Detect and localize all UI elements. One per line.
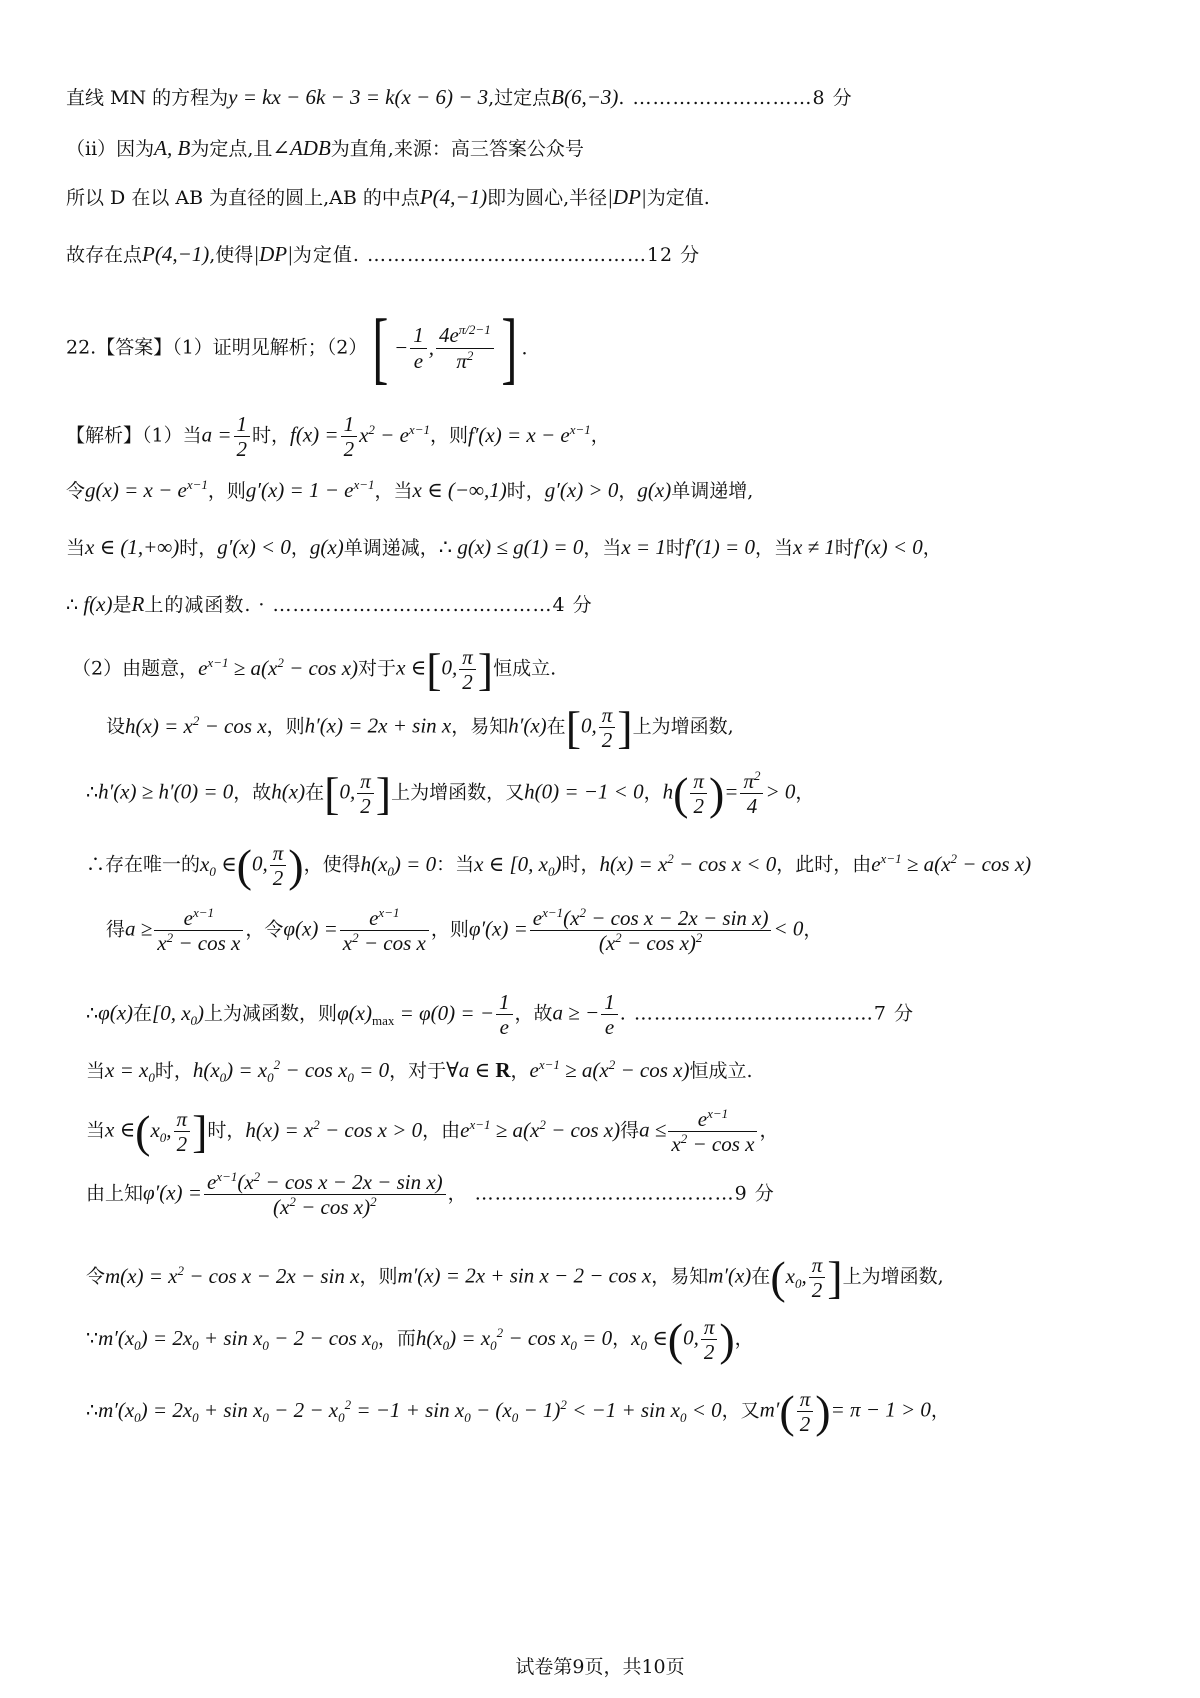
text-line-19: 令$m(x) = x^2 - \cos x - 2x - \sin x$，则m′(x) = 2x + sin x − 2 − cos x，易知m′(x)在($x_0$, $\frac{\pi}{2}$ ]上为增函数, xyxy=(86,1252,944,1303)
text-line-20: $\because m'(x_0) = 2x_0 + \sin x_0 - 2 - \cos x_0$，而$h(x_0) = x_0^2 - \cos x_0 = 0$，$x_0$ ∈(0, $\frac{\pi}{2}$ )， xyxy=(86,1314,754,1365)
score-marker: ， …………………………………9 分 xyxy=(447,1182,775,1205)
math-fraction: $\frac{\pi}{2}$ xyxy=(690,769,707,818)
math-fraction: $\frac{\pi^2}{4}$ xyxy=(740,769,763,818)
line-text: ，当 xyxy=(754,537,793,559)
math-expression: A, B xyxy=(154,136,191,160)
line-text: 时 xyxy=(834,537,854,559)
text-line-7: 令$g(x) = x - e^{x-1}$，则$g'(x) = 1 - e^{x-1}$，当x ∈ (−∞,1)时，g′(x) > 0，g(x)单调递增, xyxy=(66,477,754,502)
text-line-8: 当x ∈ (1,+∞)时，g′(x) < 0，g(x)单调递减，∴ g(x) ≤ g(1) = 0，当x = 1时f′(1) = 0，当x ≠ 1时f′(x) < 0， xyxy=(66,535,942,559)
score-marker: 上的减函数. · ……………………………………4 分 xyxy=(144,594,593,616)
line-text: ：当 xyxy=(436,853,475,876)
line-text: 得 xyxy=(620,1119,640,1142)
line-text: 令 xyxy=(86,1265,106,1288)
math-expression: R xyxy=(131,592,145,616)
line-text: ，当 xyxy=(583,537,622,559)
line-text: 时， xyxy=(179,537,218,559)
text-line-6: 【解析】（1）当a = $\frac{1}{2}$ 时，f(x) = $\frac{1}{2}$ $x^2 - e^{x-1}$，则$f'(x) = x - e^{x-1}$， xyxy=(66,412,610,462)
math-fraction: $\frac{\pi}{2}$ xyxy=(459,645,476,694)
math-expression: |DP| xyxy=(253,242,293,266)
line-text: ，使得 xyxy=(303,853,361,876)
line-text: ，又 xyxy=(721,1399,760,1422)
math-fraction: $\frac{\pi}{2}$ xyxy=(701,1315,718,1364)
math-expression: |DP| xyxy=(607,185,647,209)
line-text: 当 xyxy=(86,1060,106,1082)
line-text: ∴ xyxy=(86,781,99,804)
line-text: 故存在点 xyxy=(66,244,143,266)
math-fraction: $\frac{\pi}{2}$ xyxy=(174,1107,191,1156)
line-text: 时 xyxy=(665,537,685,559)
line-text: 22.【答案】（1）证明见解析；（2） xyxy=(66,336,368,359)
math-fraction: $\frac{1}{2}$ xyxy=(341,412,358,461)
line-text: 即为圆心,半径 xyxy=(487,187,608,209)
math-fraction: $\frac{4e^{\pi/2-1}}{\pi^2}$ xyxy=(436,323,494,372)
line-text: 【解析】（1）当 xyxy=(66,424,202,447)
text-line-16: 当$x = x_0$时，$h(x_0) = x_0^2 - \cos x_0 = 0$，对于∀a ∈ R，$e^{x-1} \ge a(x^2 - \cos x)$恒成立. xyxy=(86,1057,753,1086)
line-text: 得 xyxy=(106,918,126,941)
score-marker: 为定值. ……………………………………12 分 xyxy=(292,244,701,266)
line-text: ∴ xyxy=(66,594,79,616)
line-text: 上为减函数，则 xyxy=(204,1002,338,1025)
line-text: 时， xyxy=(561,853,600,876)
text-line-9: ∴ f(x)是R上的减函数. · ……………………………………4 分 xyxy=(66,592,593,616)
score-marker: . ………………………8 分 xyxy=(618,87,853,109)
line-text: ∵ xyxy=(86,1327,99,1350)
line-text: ，则 xyxy=(207,480,246,502)
line-text: 令 xyxy=(66,480,86,502)
line-text: 直线 MN 的方程为 xyxy=(66,87,229,109)
line-text: 单调递增, xyxy=(671,480,754,502)
math-fraction: $\frac{\pi}{2}$ xyxy=(599,703,616,752)
text-line-18: 由上知φ′(x) = $\frac{e^{x-1}(x^2 - \cos x - 2x - \sin x)}{(x^2 - \cos x)^2}$ ， …………………………………9 分 xyxy=(86,1169,775,1220)
line-text: 所以 D 在以 AB 为直径的圆上,AB 的中点 xyxy=(66,187,420,209)
line-text: ,过定点 xyxy=(488,87,552,109)
line-text: 是 xyxy=(112,594,132,616)
line-text: 为定点,且 xyxy=(190,138,273,160)
line-text: 时， xyxy=(207,1119,246,1142)
line-text: ， xyxy=(759,1119,779,1142)
line-text: （ii）因为 xyxy=(66,138,155,160)
line-text: ，则 xyxy=(429,424,468,447)
line-text: ，则 xyxy=(359,1265,398,1288)
math-fraction: $\frac{\pi}{2}$ xyxy=(357,769,374,818)
page-footer: 试卷第9页，共10页 xyxy=(515,1656,685,1678)
math-fraction: $\frac{e^{x-1}}{x^2 - \cos x}$ xyxy=(154,906,243,955)
line-text: ， xyxy=(795,781,815,804)
line-text: 在 xyxy=(751,1265,771,1288)
line-text: 由上知 xyxy=(86,1182,144,1205)
line-text: ，令 xyxy=(245,918,284,941)
math-expression: P(4,−1) xyxy=(419,185,488,209)
math-fraction: $\frac{e^{x-1}(x^2 - \cos x - 2x - \sin x)}{(x^2 - \cos x)^2}$ xyxy=(204,1170,446,1219)
text-line-3 xyxy=(66,185,710,210)
math-fraction: $\frac{e^{x-1}}{x^2 - \cos x}$ xyxy=(668,1107,757,1156)
line-text: 上为增函数，又 xyxy=(391,781,525,804)
line-text: ，故 xyxy=(233,781,272,804)
text-line-10: （2）由题意，$e^{x-1} \ge a(x^2 - \cos x)$对于x ∈[0, $\frac{\pi}{2}$ ]恒成立. xyxy=(72,644,557,695)
text-line-2 xyxy=(66,136,584,161)
math-expression: P(4,−1) xyxy=(142,242,210,266)
line-text: 时， xyxy=(252,424,291,447)
text-line-13: ∴存在唯一的$x_0$ ∈(0, $\frac{\pi}{2}$ )，使得$h(x_0) = 0$：当x ∈ [0, $x_0$)时，$h(x) = x^2 - \cos x < 0$，此时，由$e^{x-1} \ge a(x^2 - \cos x)$ xyxy=(86,840,1032,891)
line-text: ，当 xyxy=(374,480,413,502)
line-text: 恒成立. xyxy=(493,657,557,680)
line-text: ,使得 xyxy=(209,244,254,266)
text-line-15: ∴φ(x)在[0, $x_0$)上为减函数，则$\varphi(x)_{max} = \varphi(0)$ = − $\frac{1}{e}$ ，故a ≥ − $\frac{1}{e}$ . ………………………………7 分 xyxy=(86,990,914,1040)
math-fraction: $\frac{1}{e}$ xyxy=(601,990,618,1039)
text-line-14: 得a ≥ $\frac{e^{x-1}}{x^2 - \cos x}$ ，令φ(x) = $\frac{e^{x-1}}{x^2 - \cos x}$ ，则φ′(x) = $\frac{e^{x-1}(x^2 - \cos x - 2x - \sin x)}{(x^2 - \cos x)^2}$ < 0， xyxy=(106,905,823,956)
line-text: 在 xyxy=(305,781,325,804)
math-fraction: $\frac{1}{e}$ xyxy=(410,323,427,372)
line-text: ，则 xyxy=(430,918,469,941)
line-text: ， xyxy=(803,918,823,941)
line-text: 对于 xyxy=(358,657,397,680)
text-line-11: 设$h(x) = x^2 - \cos x$，则h′(x) = 2x + sin x，易知h′(x)在[0, $\frac{\pi}{2}$ ]上为增函数, xyxy=(106,702,734,753)
math-fraction: $\frac{\pi}{2}$ xyxy=(809,1253,826,1302)
line-text: ，易知 xyxy=(451,715,509,738)
math-fraction: $\frac{1}{e}$ xyxy=(496,990,513,1039)
math-fraction: $\frac{e^{x-1}}{x^2 - \cos x}$ xyxy=(340,906,429,955)
text-line-12: ∴h′(x) ≥ h′(0) = 0，故h(x)在[0, $\frac{\pi}{2}$ ]上为增函数，又h(0) = −1 < 0，h( $\frac{\pi}{2}$ )= $\frac{\pi^2}{4}$ > 0， xyxy=(86,767,815,819)
math-bracket: [ xyxy=(372,304,389,392)
math-expression: ∠ADB xyxy=(272,136,331,160)
math-fraction: $\frac{\pi}{2}$ xyxy=(270,841,287,890)
line-text: 在 xyxy=(133,1002,153,1025)
score-marker: . ………………………………7 分 xyxy=(619,1002,914,1025)
line-text: 为直角,来源：高三答案公众号 xyxy=(330,138,584,160)
math-expression: y = kx − 6k − 3 = k(x − 6) − 3 xyxy=(228,85,489,109)
text-line-21: $\therefore m'(x_0) = 2x_0 + \sin x_0 - 2 - x_0^2 = -1 + \sin x_0 - (x_0 - 1)^2 < -1 + \sin x_0 < 0$，又m′( $\frac{\pi}{2}$ )= π − 1 > 0， xyxy=(86,1386,950,1437)
line-text: 当 xyxy=(66,537,86,559)
line-text: ，而 xyxy=(377,1327,416,1350)
line-text: ，对于 xyxy=(389,1060,447,1082)
line-text: ，故 xyxy=(514,1002,553,1025)
line-text: ∴ xyxy=(86,1002,99,1025)
line-text: ，则 xyxy=(266,715,305,738)
line-text: 在 xyxy=(546,715,566,738)
line-text: ，由 xyxy=(422,1119,461,1142)
line-text: 单调递减， xyxy=(343,537,439,559)
line-text: ， xyxy=(290,537,310,559)
math-bracket: ] xyxy=(501,304,518,392)
line-text: （2）由题意， xyxy=(72,657,199,680)
line-text: ， xyxy=(930,1399,950,1422)
line-text: ，易知 xyxy=(651,1265,709,1288)
line-text: 为定值. xyxy=(646,187,710,209)
line-text: 设 xyxy=(106,715,126,738)
text-line-4 xyxy=(66,242,700,267)
line-text: 时， xyxy=(506,480,545,502)
math-expression: B(6,−3) xyxy=(551,85,619,109)
line-text: ∴存在唯一的 xyxy=(86,853,201,876)
text-line-1 xyxy=(66,85,853,110)
text-line-17: 当x $\in(x_0$, $\frac{\pi}{2}$ ]时，$h(x) = x^2 - \cos x > 0$，由$e^{x-1} \ge a(x^2 - \cos x)$得a ≤ $\frac{e^{x-1}}{x^2 - \cos x}$ ， xyxy=(86,1105,779,1157)
line-text: ， xyxy=(922,537,942,559)
line-text: 上为增函数, xyxy=(632,715,734,738)
math-fraction: $\frac{1}{2}$ xyxy=(234,412,251,461)
line-text: 恒成立. xyxy=(689,1060,753,1082)
math-fraction: $\frac{e^{x-1}(x^2 - \cos x - 2x - \sin x)}{(x^2 - \cos x)^2}$ xyxy=(530,906,772,955)
line-text: ∴ xyxy=(86,1399,99,1422)
line-text: 时， xyxy=(154,1060,193,1082)
line-text: ， xyxy=(618,480,638,502)
line-text: ， xyxy=(734,1327,754,1350)
answer-line-22: 22.【答案】（1）证明见解析；（2）[ − $\frac{1}{e}$ , $\frac{4e^{\pi/2-1}}{\pi^2}$ ] . xyxy=(66,300,528,396)
math-fraction: $\frac{\pi}{2}$ xyxy=(797,1387,814,1436)
line-text: 当 xyxy=(86,1119,106,1142)
line-text: 上为增函数, xyxy=(842,1265,944,1288)
line-text: ，此时，由 xyxy=(776,853,872,876)
